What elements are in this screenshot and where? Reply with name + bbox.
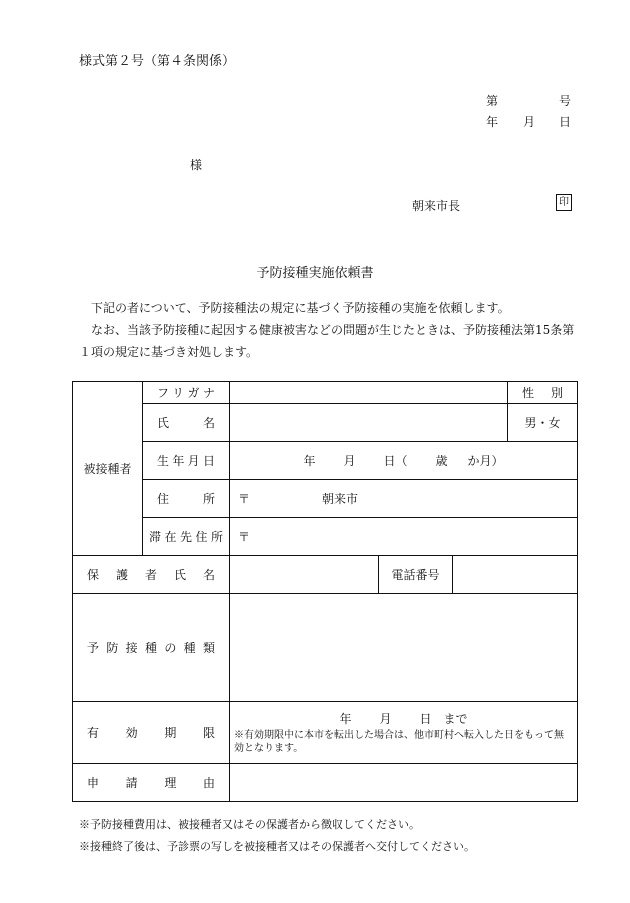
address-label: 住所 bbox=[143, 480, 230, 518]
dob-month-unit: 月 bbox=[343, 454, 356, 468]
dob-field[interactable] bbox=[230, 442, 578, 480]
issue-date-day: 日 bbox=[559, 115, 572, 129]
validity-day-unit: 日 bbox=[419, 712, 432, 726]
vaccine-type-field[interactable] bbox=[230, 594, 578, 702]
name-label: 氏名 bbox=[143, 404, 230, 442]
issue-date-month: 月 bbox=[523, 115, 536, 129]
furigana-label: フリガナ bbox=[143, 382, 230, 404]
validity-date-line bbox=[234, 710, 573, 727]
gender-value[interactable]: 男・女 bbox=[508, 404, 578, 442]
furigana-field[interactable] bbox=[230, 382, 508, 404]
seal-mark: 印 bbox=[556, 194, 572, 211]
phone-label: 電話番号 bbox=[379, 556, 453, 594]
application-table bbox=[72, 381, 578, 802]
dob-year-unit: 年 bbox=[303, 454, 316, 468]
guardian-field[interactable] bbox=[230, 556, 379, 594]
name-field[interactable] bbox=[230, 404, 508, 442]
body-paragraph-2: なお、当該予防接種に起因する健康被害などの問題が生じたときは、予防接種法第15条第１項の規定に基づき対処します。 bbox=[79, 323, 575, 359]
gender-label: 性別 bbox=[508, 382, 578, 404]
dob-months-unit: か月） bbox=[467, 454, 504, 468]
note-1: ※予防接種費用は、被接種者又はその保護者から徴収してください。 bbox=[79, 818, 420, 831]
validity-note: ※有効期限中に本市を転出した場合は、他市町村へ転入した日をもって無効となります。 bbox=[234, 730, 564, 754]
address-city: 朝来市 bbox=[322, 492, 359, 506]
temp-address-label: 滞在先住所 bbox=[143, 518, 230, 556]
validity-until: まで bbox=[443, 712, 468, 726]
temp-address-postal-mark: 〒 bbox=[238, 530, 251, 544]
reason-label: 申請理由 bbox=[73, 764, 230, 802]
vaccine-type-label: 予防接種の種類 bbox=[73, 594, 230, 702]
body-paragraph-1: 下記の者について、予防接種法の規定に基づく予防接種の実施を依頼します。 bbox=[91, 301, 510, 315]
doc-number-dai: 第 bbox=[486, 94, 499, 108]
form-number: 様式第２号（第４条関係） bbox=[79, 54, 236, 69]
issue-date-year: 年 bbox=[486, 115, 499, 129]
dob-day-unit: 日（ bbox=[383, 454, 408, 468]
body-text bbox=[79, 297, 584, 363]
doc-number-go: 号 bbox=[559, 94, 572, 108]
dob-age-unit: 歳 bbox=[435, 454, 448, 468]
validity-label: 有効期限 bbox=[73, 702, 230, 764]
dob-label: 生年月日 bbox=[143, 442, 230, 480]
subject-label: 被接種者 bbox=[73, 382, 143, 556]
temp-address-field[interactable] bbox=[230, 518, 578, 556]
document-title: 予防接種実施依頼書 bbox=[256, 266, 374, 281]
validity-year-unit: 年 bbox=[339, 712, 352, 726]
issuer-name: 朝来市長 bbox=[412, 199, 461, 213]
address-postal-mark: 〒 bbox=[238, 492, 251, 506]
note-2: ※接種終了後は、予診票の写しを被接種者又はその保護者へ交付してください。 bbox=[79, 840, 475, 853]
guardian-label: 保護者氏名 bbox=[73, 556, 230, 594]
validity-month-unit: 月 bbox=[379, 712, 392, 726]
notes bbox=[79, 814, 475, 858]
phone-field[interactable] bbox=[453, 556, 578, 594]
reason-field[interactable] bbox=[230, 764, 578, 802]
addressee-suffix: 様 bbox=[190, 158, 203, 172]
validity-field[interactable] bbox=[230, 702, 578, 764]
address-field[interactable] bbox=[230, 480, 578, 518]
